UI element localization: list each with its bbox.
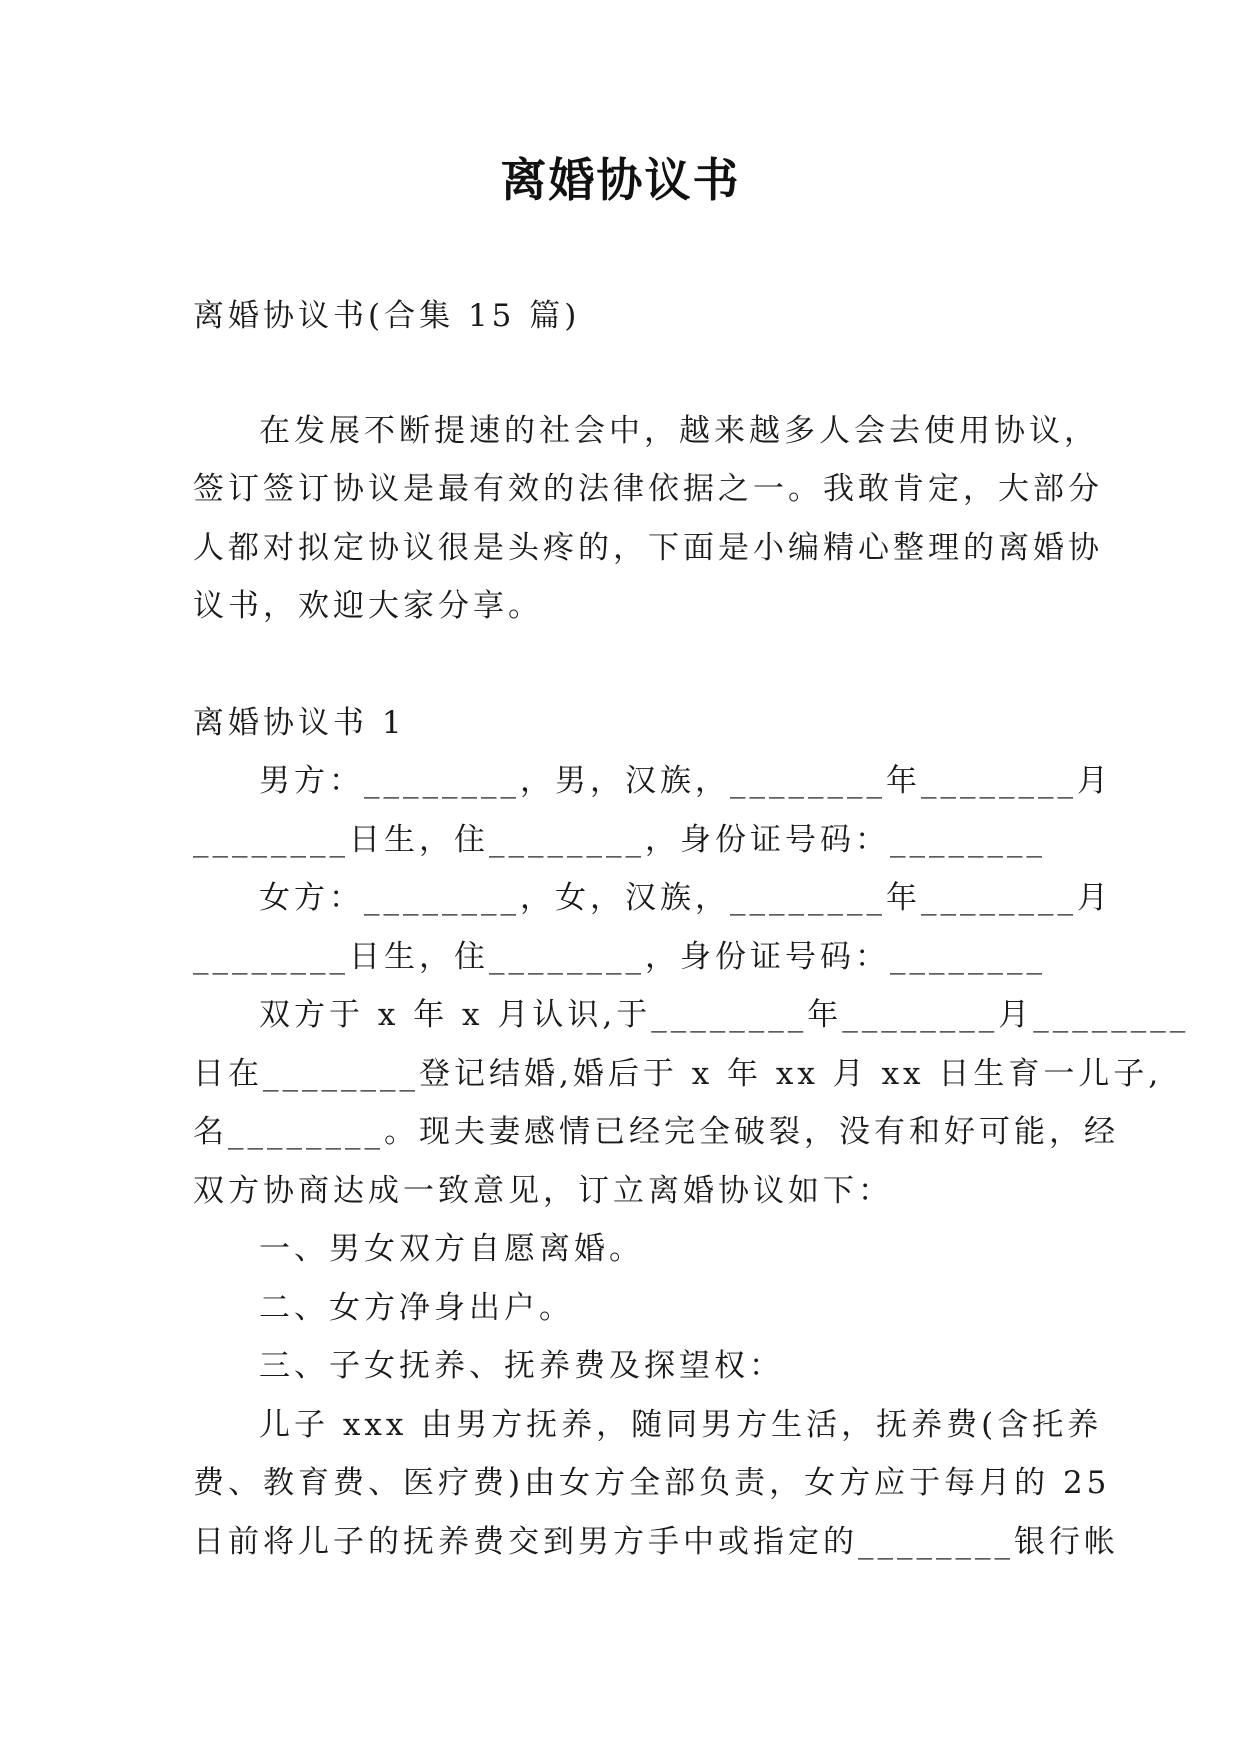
paragraph-line: 日在________登记结婚,婚后于 x 年 xx 月 xx 日生育一儿子, [193,1056,1163,1092]
section-heading: 离婚协议书 1 [193,705,406,741]
intro-line-4: 议书，欢迎大家分享。 [193,588,543,624]
document-subtitle: 离婚协议书(合集 15 篇) [193,298,581,334]
paragraph-line: 日前将儿子的抚养费交到男方手中或指定的________银行帐 [193,1524,1119,1560]
intro-line-1: 在发展不断提速的社会中，越来越多人会去使用协议， [259,413,1099,449]
intro-line-3: 人都对拟定协议很是头疼的，下面是小编精心整理的离婚协 [193,530,1103,566]
clause-2: 二、女方净身出户。 [259,1290,574,1326]
clause-3: 三、子女抚养、抚养费及探望权： [259,1348,784,1384]
clause-1: 一、男女双方自愿离婚。 [259,1231,644,1267]
paragraph-line: 双方协商达成一致意见，订立离婚协议如下： [193,1173,893,1209]
intro-line-2: 签订签订协议是最有效的法律依据之一。我敢肯定，大部分 [193,471,1103,507]
paragraph-line: 女方：________，女，汉族，________年________月 [259,880,1112,916]
paragraph-line: 儿子 xxx 由男方抚养，随同男方生活，抚养费(含托养 [259,1407,1103,1443]
paragraph-line: ________日生，住________，身份证号码：________ [193,939,1046,975]
paragraph-line: 双方于 x 年 x 月认识,于________年________月________ [259,997,1190,1033]
document-title: 离婚协议书 [500,153,741,207]
paragraph-line: 费、教育费、医疗费)由女方全部负责，女方应于每月的 25 [193,1465,1111,1501]
paragraph-line: 男方：________，男，汉族，________年________月 [259,763,1112,799]
paragraph-line: ________日生，住________，身份证号码：________ [193,822,1046,858]
paragraph-line: 名________。现夫妻感情已经完全破裂，没有和好可能，经 [193,1114,1119,1150]
